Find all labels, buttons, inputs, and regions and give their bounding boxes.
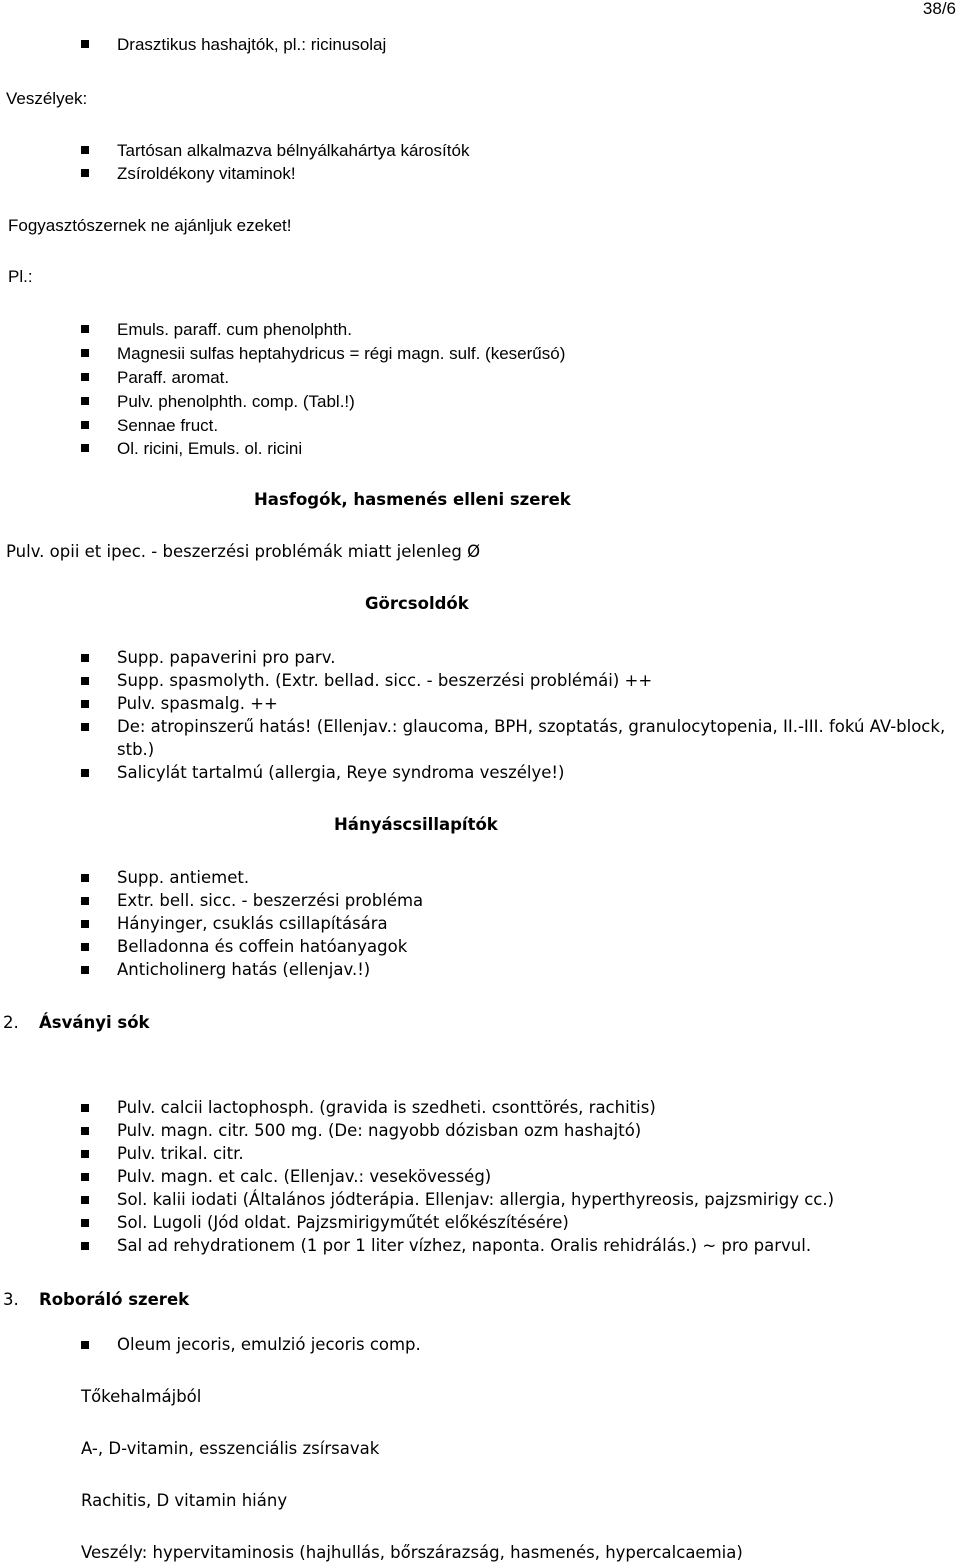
bullet-icon	[81, 421, 89, 429]
list-item: Sennae fruct.	[117, 416, 219, 435]
note-text: A-, D-vitamin, esszenciális zsírsavak	[81, 1439, 380, 1458]
list-item: Sol. kalii iodati (Általános jódterápia. Ellenjav: allergia, hyperthyreosis, pajzsmirigy cc.)	[117, 1190, 835, 1209]
body-text: Pulv. opii et ipec. - beszerzési problémák miatt jelenleg Ø	[6, 542, 481, 561]
bullet-icon	[81, 966, 89, 974]
bullet-icon	[81, 146, 89, 154]
bullet-icon	[81, 1104, 89, 1112]
list-item: Supp. spasmolyth. (Extr. bellad. sicc. - beszerzési problémái) ++	[117, 671, 653, 690]
bullet-icon	[81, 769, 89, 777]
section-heading: Görcsoldók	[365, 594, 469, 613]
section-2-heading	[3, 1011, 150, 1034]
bullet-icon	[81, 1341, 89, 1349]
list-item: Ol. ricini, Emuls. ol. ricini	[117, 439, 303, 458]
bullet-icon	[81, 169, 89, 177]
bullet-icon	[81, 700, 89, 708]
list-item: Sal ad rehydrationem (1 por 1 liter vízhez, naponta. Oralis rehidrálás.) ~ pro parvul.	[117, 1236, 812, 1255]
pl-label: Pl.:	[8, 267, 33, 286]
list-item: Zsíroldékony vitaminok!	[117, 164, 296, 183]
bullet-icon	[81, 325, 89, 333]
list-item: Hányinger, csuklás csillapítására	[117, 914, 388, 933]
list-item: Pulv. magn. citr. 500 mg. (De: nagyobb dózisban ozm hashajtó)	[117, 1121, 642, 1140]
list-item: Oleum jecoris, emulzió jecoris comp.	[117, 1335, 421, 1354]
bullet-icon	[81, 943, 89, 951]
bullet-icon	[81, 897, 89, 905]
note-text: Rachitis, D vitamin hiány	[81, 1491, 288, 1510]
bullet-icon	[81, 1173, 89, 1181]
bullet-icon	[81, 723, 89, 731]
list-item: Extr. bell. sicc. - beszerzési probléma	[117, 891, 424, 910]
list-item: Supp. antiemet.	[117, 868, 250, 887]
list-item: Drasztikus hashajtók, pl.: ricinusolaj	[117, 35, 387, 54]
bullet-icon	[81, 373, 89, 381]
list-item: Pulv. phenolphth. comp. (Tabl.!)	[117, 392, 355, 411]
bullet-icon	[81, 349, 89, 357]
bullet-icon	[81, 874, 89, 882]
note-text: Veszély: hypervitaminosis (hajhullás, bőrszárazság, hasmenés, hypercalcaemia)	[81, 1543, 743, 1562]
bullet-icon	[81, 1150, 89, 1158]
section-title: Ásványi sók	[39, 1013, 150, 1032]
section-heading: Hányáscsillapítók	[334, 815, 498, 834]
list-item: Salicylát tartalmú (allergia, Reye syndroma veszélye!)	[117, 763, 565, 782]
bullet-icon	[81, 1219, 89, 1227]
section-title: Roboráló szerek	[39, 1290, 190, 1309]
list-item: Emuls. paraff. cum phenolphth.	[117, 320, 352, 339]
section-number: 2.	[3, 1013, 19, 1032]
list-item: Tartósan alkalmazva bélnyálkahártya károsítók	[117, 141, 470, 160]
bullet-icon	[81, 40, 89, 48]
list-item: Paraff. aromat.	[117, 368, 230, 387]
list-item: Sol. Lugoli (Jód oldat. Pajzsmirigyműtét előkészítésére)	[117, 1213, 569, 1232]
list-item: Magnesii sulfas heptahydricus = régi magn. sulf. (keserűsó)	[117, 344, 566, 363]
section-number: 3.	[3, 1290, 19, 1309]
bullet-icon	[81, 397, 89, 405]
section-3-heading	[3, 1288, 190, 1311]
list-item: Pulv. spasmalg. ++	[117, 694, 278, 713]
list-item: Supp. papaverini pro parv.	[117, 648, 336, 667]
dangers-label: Veszélyek:	[6, 89, 88, 108]
list-item: Pulv. trikal. citr.	[117, 1144, 244, 1163]
bullet-icon	[81, 444, 89, 452]
bullet-icon	[81, 654, 89, 662]
list-item: Pulv. magn. et calc. (Ellenjav.: vesekövesség)	[117, 1167, 492, 1186]
list-item: Belladonna és coffein hatóanyagok	[117, 937, 408, 956]
list-item: Anticholinerg hatás (ellenjav.!)	[117, 960, 371, 979]
note-text: Tőkehalmájból	[81, 1387, 202, 1406]
list-item: De: atropinszerű hatás! (Ellenjav.: glaucoma, BPH, szoptatás, granulocytopenia, II.-III. fokú AV-block, stb.)	[117, 717, 946, 759]
page-number: 38/6	[922, 0, 956, 18]
bullet-icon	[81, 1196, 89, 1204]
bullet-icon	[81, 677, 89, 685]
note-text: Fogyasztószernek ne ajánljuk ezeket!	[8, 216, 292, 235]
bullet-icon	[81, 1127, 89, 1135]
bullet-icon	[81, 920, 89, 928]
bullet-icon	[81, 1242, 89, 1250]
list-item: Pulv. calcii lactophosph. (gravida is szedheti. csonttörés, rachitis)	[117, 1098, 656, 1117]
section-heading: Hasfogók, hasmenés elleni szerek	[254, 490, 571, 509]
